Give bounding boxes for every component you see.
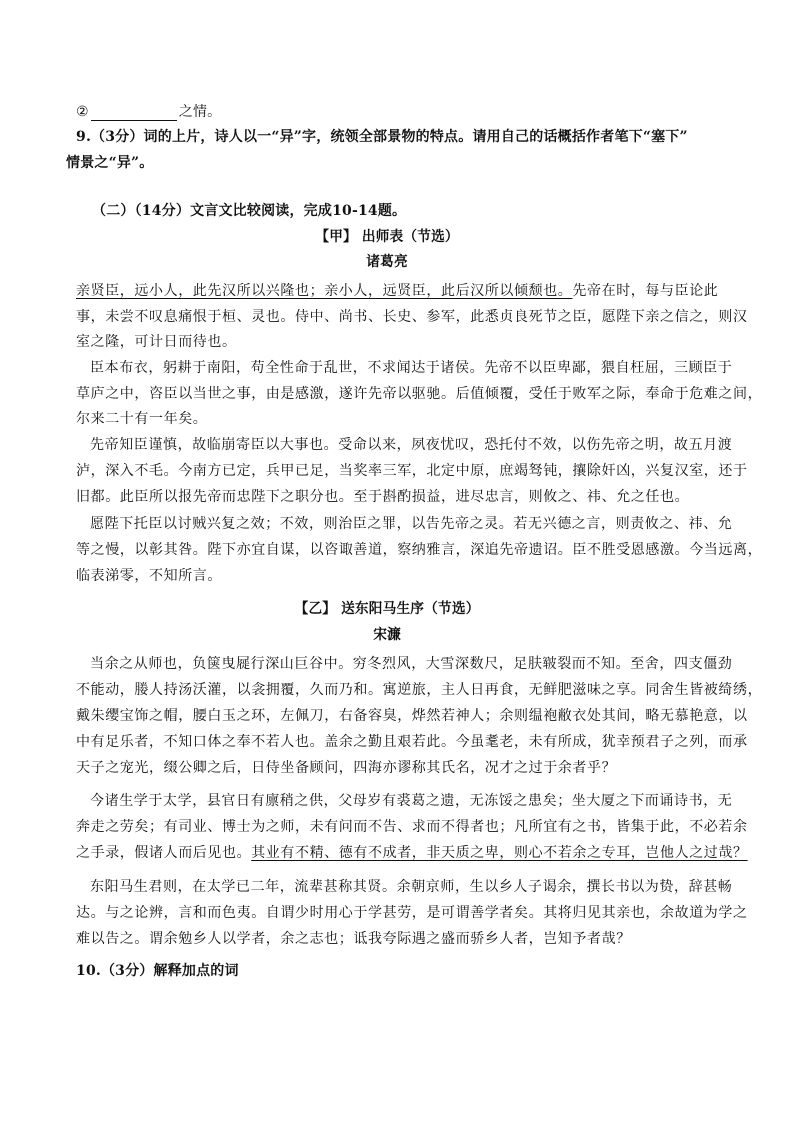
answer-blank[interactable] [91, 106, 177, 121]
text-b-line: 戴朱缨宝饰之帽，腰白玉之环，左佩刀，右备容臭，烨然若神人；余则缊袍敝衣处其间，略无慕艳意，以 [76, 708, 748, 724]
text-a-line: 泸，深入不毛。今南方已定，兵甲已足，当奖率三军，北定中原，庶竭驽钝，攘除奸凶，兴复汉室，还于 [76, 463, 748, 479]
text-a-line: 旧都。此臣所以报先帝而忠陛下之职分也。至于斟酌损益，进尽忠言，则攸之、祎、允之任也。 [76, 489, 690, 505]
q9-line-2: 情景之“异”。 [66, 155, 154, 171]
text-a-line-1 [76, 282, 718, 300]
text-b-title: 【乙】 送东阳马生序（节选） [294, 601, 480, 617]
text-a-line: 等之慢，以彰其咎。陛下亦宜自谋，以咨诹善道，察纳雅言，深追先帝遗诏。臣不胜受恩感激。今当远离， [76, 542, 763, 558]
text-a-line: 臣本布衣，躬耕于南阳，苟全性命于乱世，不求闻达于诸侯。先帝不以臣卑鄙，猥自枉屈，三顾臣于 [90, 360, 733, 376]
text-b-line: 不能动，媵人持汤沃灌，以衾拥覆，久而乃和。寓逆旅，主人日再食，无鲜肥滋味之享。同舍生皆被绮绣， [76, 682, 763, 698]
text-b-line: 东阳马生君则，在太学已二年，流辈甚称其贤。余朝京师，生以乡人子谒余，撰长书以为贽，辞甚畅 [90, 879, 733, 895]
text-a-line: 临表涕零，不知所言。 [76, 568, 222, 584]
text-a-line: 先帝知臣谨慎，故临崩寄臣以大事也。受命以来，夙夜忧叹，恐托付不效，以伤先帝之明，故五月渡 [90, 437, 733, 453]
text-a-author: 诸葛亮 [366, 254, 408, 270]
text-b-line-with-underline [76, 844, 748, 862]
text-b-line: 当余之从师也，负箧曳屣行深山巨谷中。穷冬烈风，大雪深数尺，足肤皲裂而不知。至舍，四支僵劲 [90, 656, 733, 672]
text-a-title: 【甲】 出师表（节选） [315, 229, 459, 245]
text-a-line: 愿陛下托臣以讨贼兴复之效；不效，则治臣之罪，以告先帝之灵。若无兴德之言，则责攸之、祎、允 [90, 516, 733, 532]
text-a-line-1-rest: 先帝在时，每与臣论此 [572, 283, 719, 299]
q9-line-1: 9.（3分）词的上片，诗人以一“异”字，统领全部景物的特点。请用自己的话概括作者笔下“塞下” [76, 129, 688, 145]
text-b-author: 宋濂 [373, 627, 401, 643]
q10-heading: 10.（3分）解释加点的词 [76, 963, 239, 979]
text-b-line: 今诸生学于太学，县官日有廪稍之供，父母岁有裘葛之遗，无冻馁之患矣；坐大厦之下而诵诗书，无 [90, 793, 733, 809]
q8-mark: ② [76, 104, 89, 120]
text-b-line: 达。与之论辨，言和而色夷。自谓少时用心于学甚劳，是可谓善学者矣。其将归见其亲也，余故道为学之 [76, 905, 748, 921]
text-a-line: 室之隆，可计日而待也。 [76, 334, 237, 350]
text-a-line: 事，未尝不叹息痛恨于桓、灵也。侍中、尚书、长史、参军，此悉贞良死节之臣，愿陛下亲之信之，则汉 [76, 309, 748, 325]
q8-tail: 之情。 [178, 104, 222, 120]
text-b-line: 难以告之。谓余勉乡人以学者，余之志也；诋我夸际遇之盛而骄乡人者，岂知予者哉？ [76, 931, 631, 947]
text-b-line: 奔走之劳矣；有司业、博士为之师，未有问而不告、求而不得者也；凡所宜有之书，皆集于此，不必若余 [76, 819, 748, 835]
text-a-underlined-sentence: 亲贤臣，远小人，此先汉所以兴隆也；亲小人，远贤臣，此后汉所以倾颓也。 [76, 283, 573, 299]
text-a-line: 尔来二十有一年矣。 [76, 411, 208, 427]
text-b-line: 天子之宠光，缀公卿之后，日侍坐备顾问，四海亦谬称其氏名，况才之过于余者乎？ [76, 760, 617, 776]
q8-answer-line [76, 103, 718, 121]
text-a-line: 草庐之中，咨臣以当世之事，由是感激，遂许先帝以驱驰。后值倾覆，受任于败军之际，奉命于危难之间， [76, 386, 763, 402]
text-b-line: 中有足乐者，不知口体之奉不若人也。盖余之勤且艰若此。今虽耄老，未有所成，犹幸预君子之列，而承 [76, 734, 748, 750]
text-b-line-8: 之手录，假诸人而后见也。 [76, 845, 252, 861]
section2-heading: （二）（14分）文言文比较阅读，完成10-14题。 [92, 203, 407, 219]
text-b-underlined-sentence: 其业有不精、德有不成者，非天质之卑，则心不若余之专耳，岂他人之过哉？ [251, 845, 748, 861]
